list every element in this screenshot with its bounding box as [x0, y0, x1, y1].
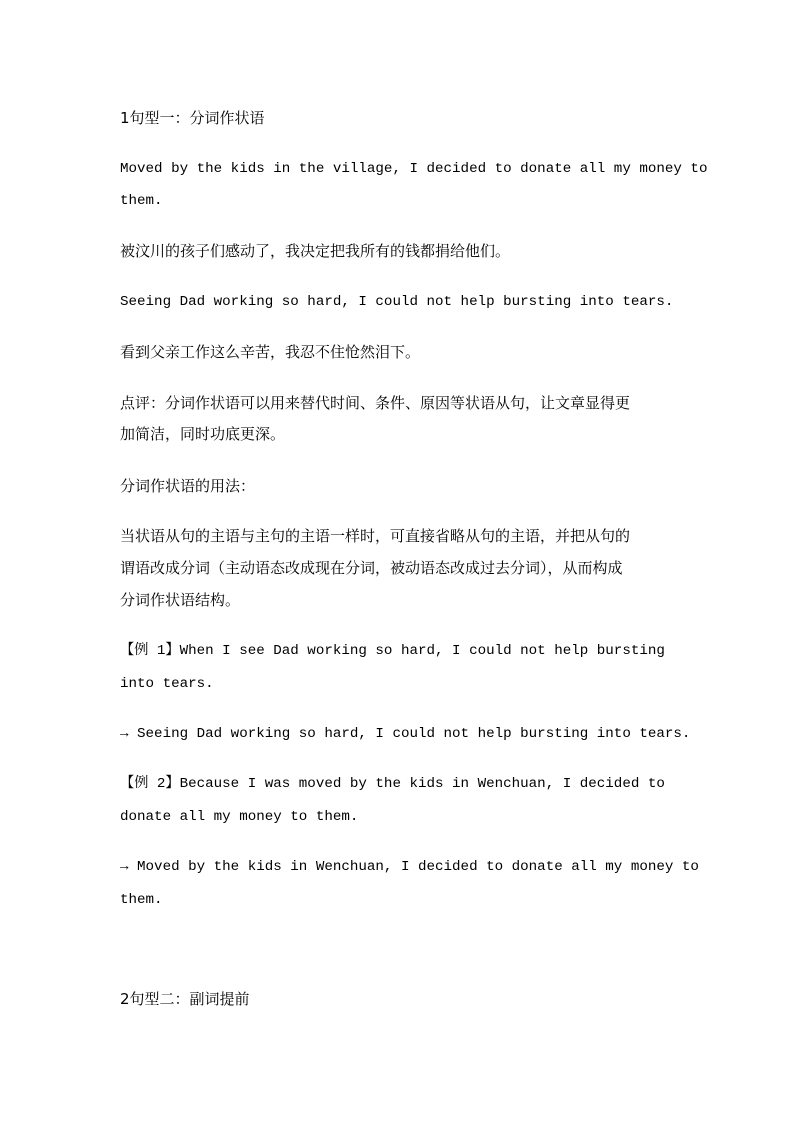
- section-2-heading: 2句型二：副词提前: [120, 990, 250, 1008]
- comment-line-1: 点评：分词作状语可以用来替代时间、条件、原因等状语从句，让文章显得更: [120, 394, 631, 412]
- example-1-line-1: 【例 1】When I see Dad working so hard, I could not help bursting: [120, 643, 665, 659]
- example-2-line-1: 【例 2】Because I was moved by the kids in Wenchuan, I decided to: [120, 776, 665, 792]
- example-1-arrow-line: → Seeing Dad working so hard, I could not help bursting into tears.: [120, 726, 691, 742]
- example-2-arrow-line-cont: them.: [120, 892, 163, 908]
- comment-line-2: 加简洁，同时功底更深。: [120, 425, 286, 443]
- usage-line-3: 分词作状语结构。: [120, 591, 241, 609]
- example-sentence-en-1-cont: them.: [120, 193, 163, 209]
- usage-line-2: 谓语改成分词（主动语态改成现在分词，被动语态改成过去分词），从而构成: [120, 559, 623, 577]
- example-sentence-zh-1: 被汶川的孩子们感动了，我决定把我所有的钱都捐给他们。: [120, 242, 511, 260]
- usage-line-1: 当状语从句的主语与主句的主语一样时，可直接省略从句的主语，并把从句的: [120, 527, 631, 545]
- section-1-heading: 1句型一：分词作状语: [120, 109, 265, 127]
- example-sentence-en-2: Seeing Dad working so hard, I could not help bursting into tears.: [120, 294, 674, 310]
- example-sentence-zh-2: 看到父亲工作这么辛苦，我忍不住怆然泪下。: [120, 343, 421, 361]
- example-2-arrow-line: → Moved by the kids in Wenchuan, I decided to donate all my money to: [120, 859, 699, 875]
- example-2-line-2: donate all my money to them.: [120, 809, 359, 825]
- example-1-line-2: into tears.: [120, 676, 214, 692]
- usage-title: 分词作状语的用法：: [120, 477, 256, 495]
- example-sentence-en-1: Moved by the kids in the village, I decided to donate all my money to: [120, 161, 708, 177]
